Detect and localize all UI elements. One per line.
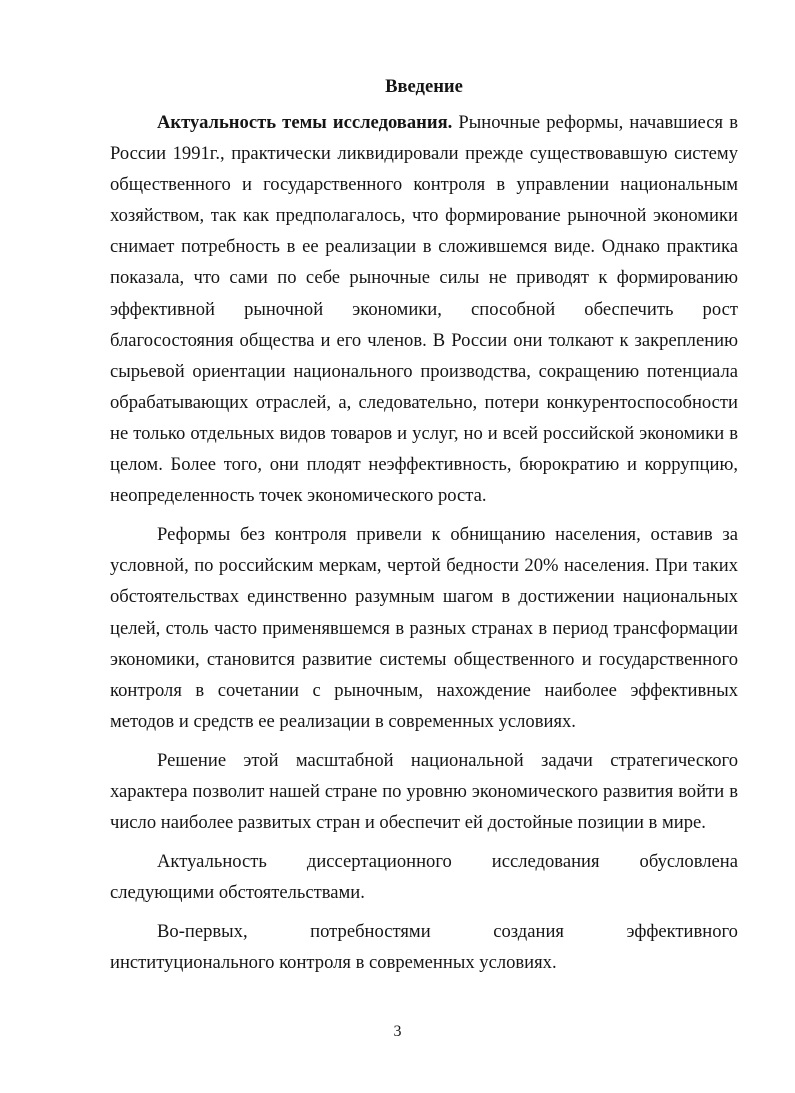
- paragraph-text: Рыночные реформы, начавшиеся в России 1991г., практически ликвидировали прежде существовавшую систему общественного и государственного контроля в управлении национальным хозяйством, так как предполагалось, что формирование рыночной экономики снимает потребность в ее реализации в сложившемся виде. Однако практика показала, что сами по себе рыночные силы не приводят к формированию эффективной рыночной экономики, способной обеспечить рост благосостояния общества и его членов. В России они толкают к закреплению сырьевой ориентации национального производства, сокращению потенциала обрабатывающих отраслей, а, следовательно, потери конкурентоспособности не только отдельных видов товаров и услуг, но и всей российской экономики в целом. Более того, они плодят неэффективность, бюрократию и коррупцию, неопределенность точек экономического роста.: [110, 112, 738, 507]
- paragraph-reforms: Реформы без контроля привели к обнищанию населения, оставив за условной, по российским меркам, чертой бедности 20% населения. При таких обстоятельствах единственно разумным шагом в достижении национальных целей, столь часто применявшемся в разных странах в период трансформации экономики, становится развитие системы общественного и государственного контроля в сочетании с рыночным, нахождение наиболее эффективных методов и средств ее реализации в современных условиях.: [110, 524, 738, 732]
- word: Актуальность: [157, 851, 267, 873]
- paragraph-firstly-end: институционального контроля в современных условиях.: [110, 952, 557, 974]
- paragraph-actuality-end: следующими обстоятельствами.: [110, 882, 365, 904]
- word: исследования: [491, 851, 600, 873]
- paragraph-relevance: [110, 107, 738, 511]
- word: эффективного: [626, 921, 738, 943]
- paragraph-actuality-first-line: [157, 846, 738, 877]
- paragraph-solution: Решение этой масштабной национальной задачи стратегического характера позволит нашей стране по уровню экономического развития войти в число наиболее развитых стран и обеспечит ей достойные позиции в мире.: [110, 749, 738, 834]
- word: диссертационного: [306, 851, 452, 873]
- page-number: 3: [393, 1023, 402, 1040]
- word: создания: [493, 921, 564, 943]
- word: Во-первых,: [157, 921, 248, 943]
- section-title: Введение: [385, 76, 463, 97]
- paragraph-firstly-first-line: [157, 916, 738, 947]
- word: обусловлена: [639, 851, 738, 873]
- paragraph-lead: Актуальность темы исследования.: [157, 112, 453, 133]
- page-content: [110, 76, 738, 979]
- word: потребностями: [310, 921, 431, 943]
